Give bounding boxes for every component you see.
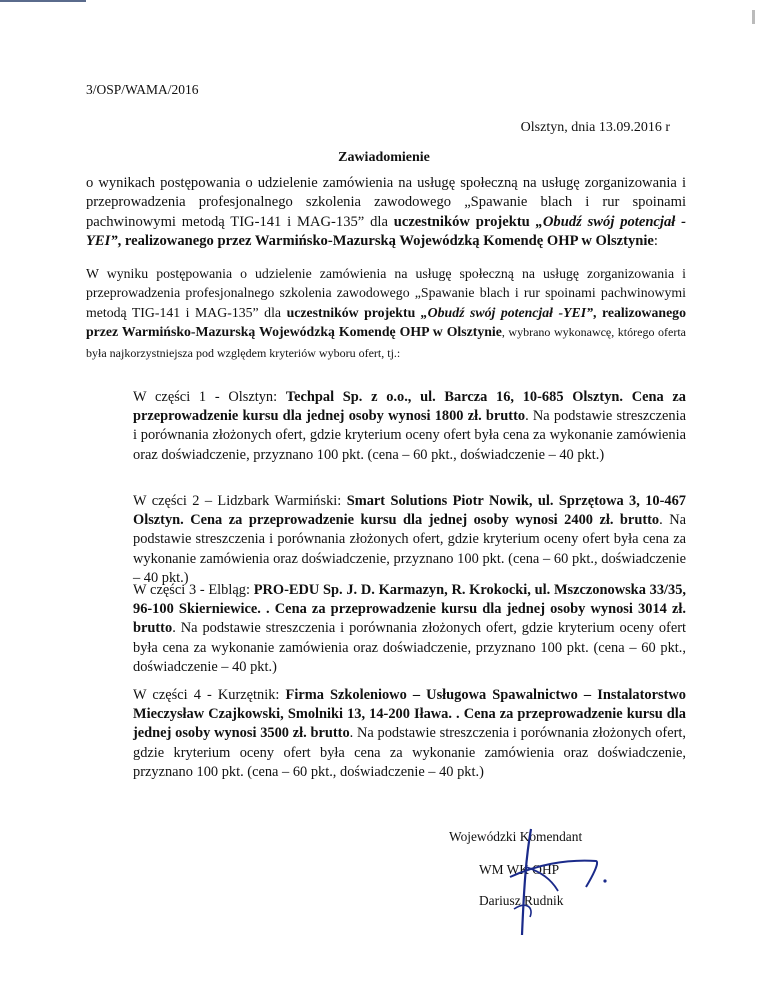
- result-text: W wyniku postępowania o udzielenie zamówienia na usługę społeczną na usługę zorganizowania i przeprowadzenia profesjonalnego szkolenia zawodowego „Spawanie blach i rur spoinami pachwinowymi metodą TIG-141 i MAG-135” dla: [86, 266, 686, 320]
- part-3-winner: PRO-EDU Sp. J. D. Karmazyn, R. Krokocki, ul. Mszczonowska 33/35, 96-100 Skierniewice. . Cena za przeprowadzenie kursu dla jednej osoby wynosi 3014 zł. brutto: [133, 582, 686, 637]
- intro-colon: :: [653, 233, 658, 250]
- part-3-paragraph: [133, 581, 686, 677]
- part-4-winner: Firma Szkoleniowo – Usługowa Spawalnictwo – Instalatorstwo Mieczysław Czajkowski, Smolniki 13, 14-200 Iława. . Cena za przeprowadzenie kursu dla jednej osoby wynosi 3500 zł. brutto: [133, 687, 686, 742]
- part-1-paragraph: [133, 388, 686, 465]
- signatory-organization: WM WK OHP: [479, 862, 560, 877]
- signatory-name: Dariusz Rudnik: [479, 893, 564, 908]
- part-1-details: . Na podstawie streszczenia i porównania złożonych ofert, gdzie kryterium oceny ofert była cena za wykonanie zamówienia oraz doświadczenie, przyznano 100 pkt. (cena – 60 pkt., doświadczenie – 40 pkt.): [133, 408, 686, 463]
- scan-edge-mark: [752, 10, 755, 24]
- part-2-paragraph: [133, 492, 686, 588]
- date-line: Olsztyn, dnia 13.09.2016 r: [520, 120, 670, 135]
- document-title: Zawiadomienie: [338, 150, 430, 165]
- intro-bold-b: , realizowanego przez Warmińsko-Mazurską Wojewódzką Komendę OHP w Olsztynie: [117, 233, 654, 250]
- part-4-paragraph: [133, 686, 686, 782]
- part-1-winner: Techpal Sp. z o.o., ul. Barcza 16, 10-685 Olsztyn. Cena za przeprowadzenie kursu dla jednej osoby wynosi 1800 zł. brutto: [133, 389, 686, 425]
- part-3-details: . Na podstawie streszczenia i porównania złożonych ofert, gdzie kryterium oceny ofert była cena za wykonanie zamówienia oraz doświadczenie, przyznano 100 pkt. (cena – 60 pkt., doświadczenie – 40 pkt.): [133, 620, 686, 675]
- part-3-lead: W części 3 - Elbląg:: [133, 582, 254, 598]
- result-bold-b: , realizowanego przez Warmińsko-Mazurską Wojewódzką Komendę OHP w Olsztynie: [86, 304, 686, 340]
- part-2-lead: W części 2 – Lidzbark Warmiński:: [133, 493, 347, 509]
- scan-edge-line: [0, 0, 86, 2]
- intro-bold-a: uczestników projektu: [393, 213, 536, 230]
- part-4-lead: W części 4 - Kurzętnik:: [133, 687, 286, 703]
- intro-text: o wynikach postępowania o udzielenie zamówienia na usługę społeczną na usługę zorganizowania i przeprowadzenia profesjonalnego szkolenia zawodowego „Spawanie blach i rur spoinami pachwinowymi metodą TIG-141 i MAG-135” dla: [86, 175, 686, 230]
- result-tail: , wybrano wykonawcę, którego oferta była najkorzystniejsza pod względem kryteriów wyboru ofert, tj.:: [86, 325, 686, 360]
- part-2-winner: Smart Solutions Piotr Nowik, ul. Sprzętowa 3, 10-467 Olsztyn. Cena za przeprowadzenie kursu dla jednej osoby wynosi 2400 zł. brutto: [133, 493, 686, 529]
- signatory-title: Wojewódzki Komendant: [449, 829, 583, 844]
- handwritten-signature: [496, 817, 616, 947]
- part-4-details: . Na podstawie streszczenia i porównania złożonych ofert, gdzie kryterium oceny ofert była cena za wykonanie zamówienia oraz doświadczenie, przyznano 100 pkt. (cena – 60 pkt., doświadczenie – 40 pkt.): [133, 725, 686, 780]
- result-project-name: „Obudź swój potencjał -YEI”: [420, 304, 593, 320]
- part-2-details: . Na podstawie streszczenia i porównania złożonych ofert, gdzie kryterium oceny ofert była cena za wykonanie zamówienia oraz doświadczenie, przyznano 100 pkt. (cena – 60 pkt., doświadczenie – 40 pkt.): [133, 512, 686, 586]
- intro-project-name: „Obudź swój potencjał -YEI”: [86, 213, 686, 250]
- result-bold-a: uczestników projektu: [286, 304, 421, 320]
- part-1-lead: W części 1 - Olsztyn:: [133, 389, 286, 405]
- reference-number: 3/OSP/WAMA/2016: [86, 82, 199, 97]
- intro-paragraph: [86, 174, 686, 252]
- result-paragraph: [86, 264, 686, 363]
